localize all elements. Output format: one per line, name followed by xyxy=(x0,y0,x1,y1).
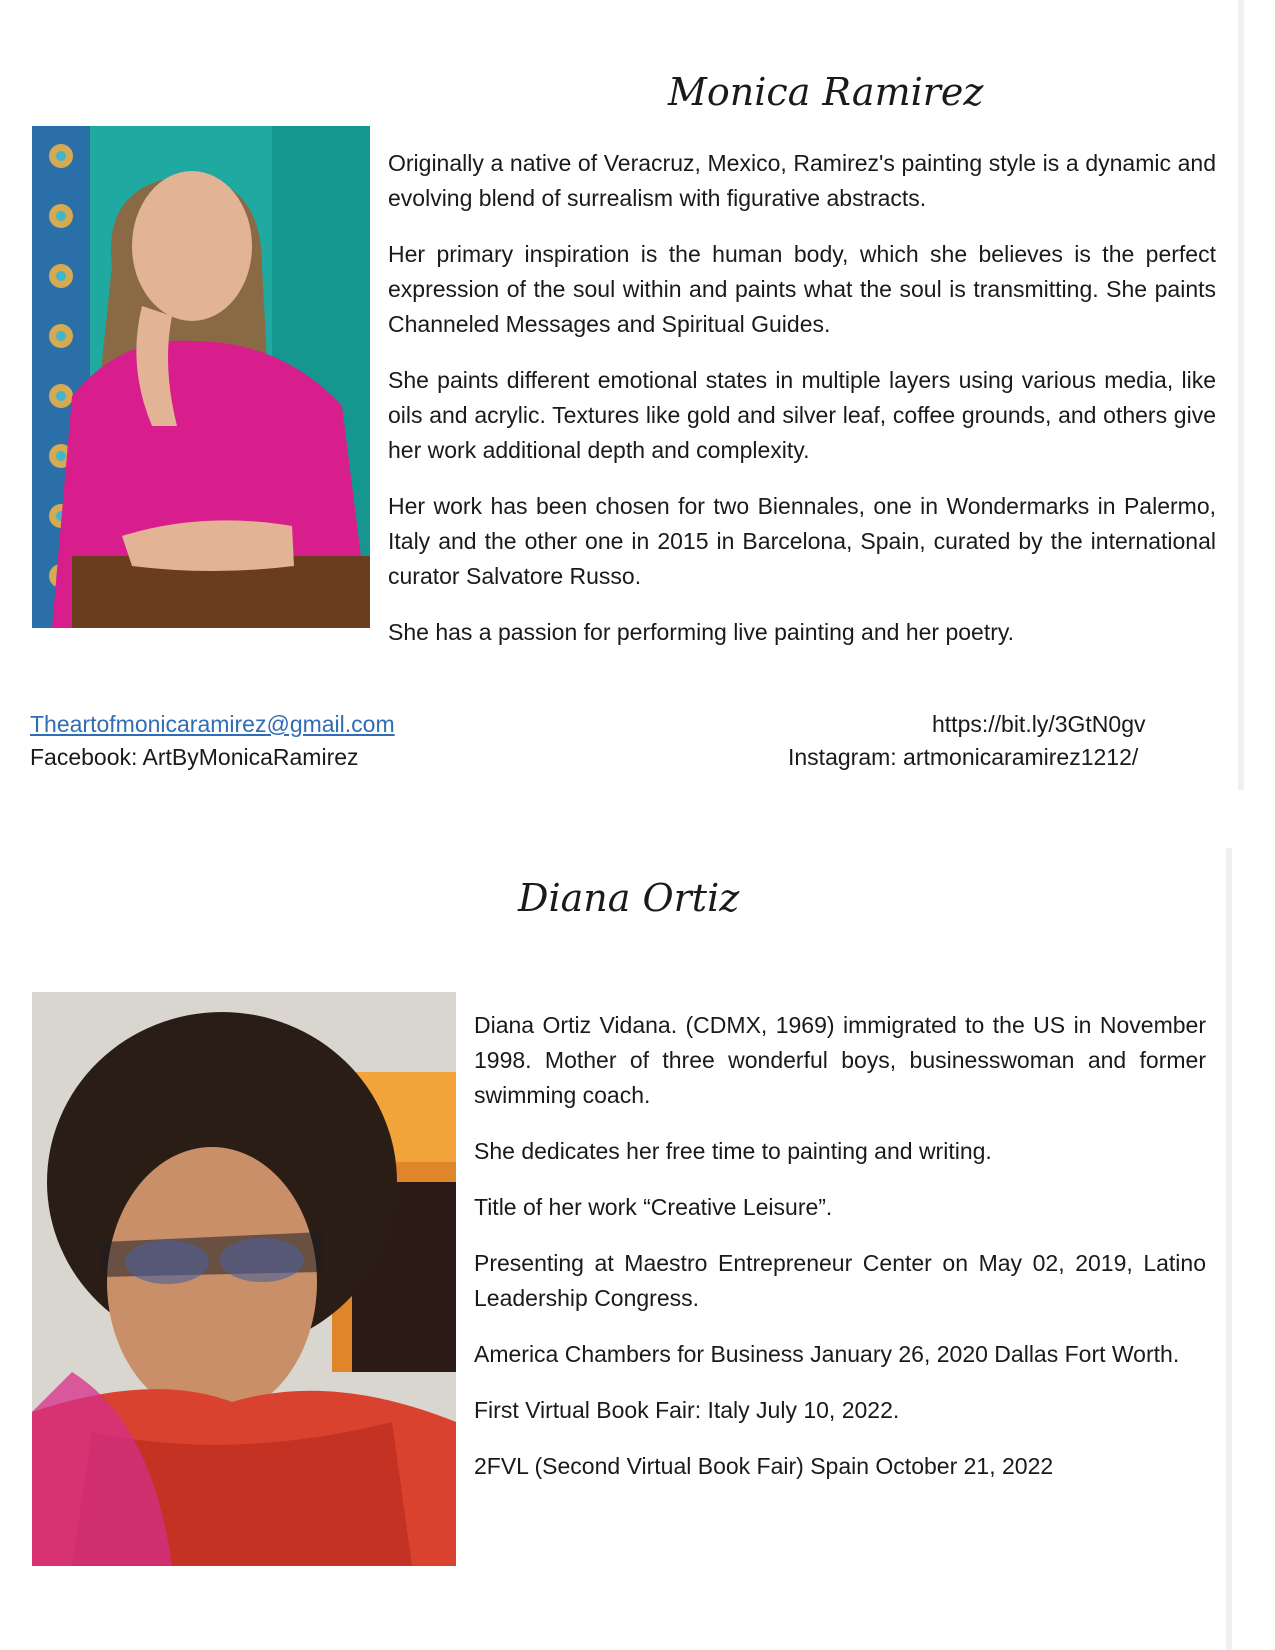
bio-paragraph: Originally a native of Veracruz, Mexico, Ramirez's painting style is a dynamic and evolving blend of surrealism with figurative abstracts. xyxy=(388,150,1216,211)
bio-paragraph: America Chambers for Business January 26, 2020 Dallas Fort Worth. xyxy=(474,1341,1180,1367)
artist-bio xyxy=(388,146,1216,671)
artist-photo xyxy=(32,126,370,628)
bio-paragraph: She dedicates her free time to painting and writing. xyxy=(474,1138,992,1164)
bio-paragraph: Her work has been chosen for two Biennales, one in Wondermarks in Palermo, Italy and the other one in 2015 in Barcelona, Spain, curated by the international curator Salvatore Russo. xyxy=(388,493,1216,589)
email-link[interactable]: Theartofmonicaramirez@gmail.com xyxy=(30,711,395,737)
bio-paragraph: Presenting at Maestro Entrepreneur Center on May 02, 2019, Latino Leadership Congress. xyxy=(474,1250,1206,1311)
bio-paragraph: Her primary inspiration is the human body, which she believes is the perfect expression of the soul within and paints what the soul is transmitting. She paints Channeled Messages and Spiritual Guides. xyxy=(388,241,1216,337)
bio-paragraph: She paints different emotional states in multiple layers using various media, like oils and acrylic. Textures like gold and silver leaf, coffee grounds, and others give her work additional depth and complexity. xyxy=(388,367,1216,463)
bio-paragraph: She has a passion for performing live painting and her poetry. xyxy=(388,619,1015,645)
bio-paragraph: 2FVL (Second Virtual Book Fair) Spain October 21, 2022 xyxy=(474,1453,1054,1479)
page-edge xyxy=(1226,848,1232,1650)
artist-name: Diana Ortiz xyxy=(518,876,740,920)
bio-paragraph: First Virtual Book Fair: Italy July 10, 2022. xyxy=(474,1397,900,1423)
facebook-handle: Facebook: ArtByMonicaRamirez xyxy=(30,744,359,770)
bio-paragraph: Title of her work “Creative Leisure”. xyxy=(474,1194,833,1220)
artist-name: Monica Ramirez xyxy=(668,70,984,114)
website-link[interactable]: https://bit.ly/3GtN0gv xyxy=(932,711,1146,737)
bio-paragraph: Diana Ortiz Vidana. (CDMX, 1969) immigrated to the US in November 1998. Mother of three wonderful boys, businesswoman and former swimming coach. xyxy=(474,1012,1206,1108)
page-edge xyxy=(1238,0,1244,790)
instagram-handle: Instagram: artmonicaramirez1212/ xyxy=(788,744,1139,770)
artist-photo xyxy=(32,992,456,1566)
artist-bio xyxy=(474,1008,1206,1505)
